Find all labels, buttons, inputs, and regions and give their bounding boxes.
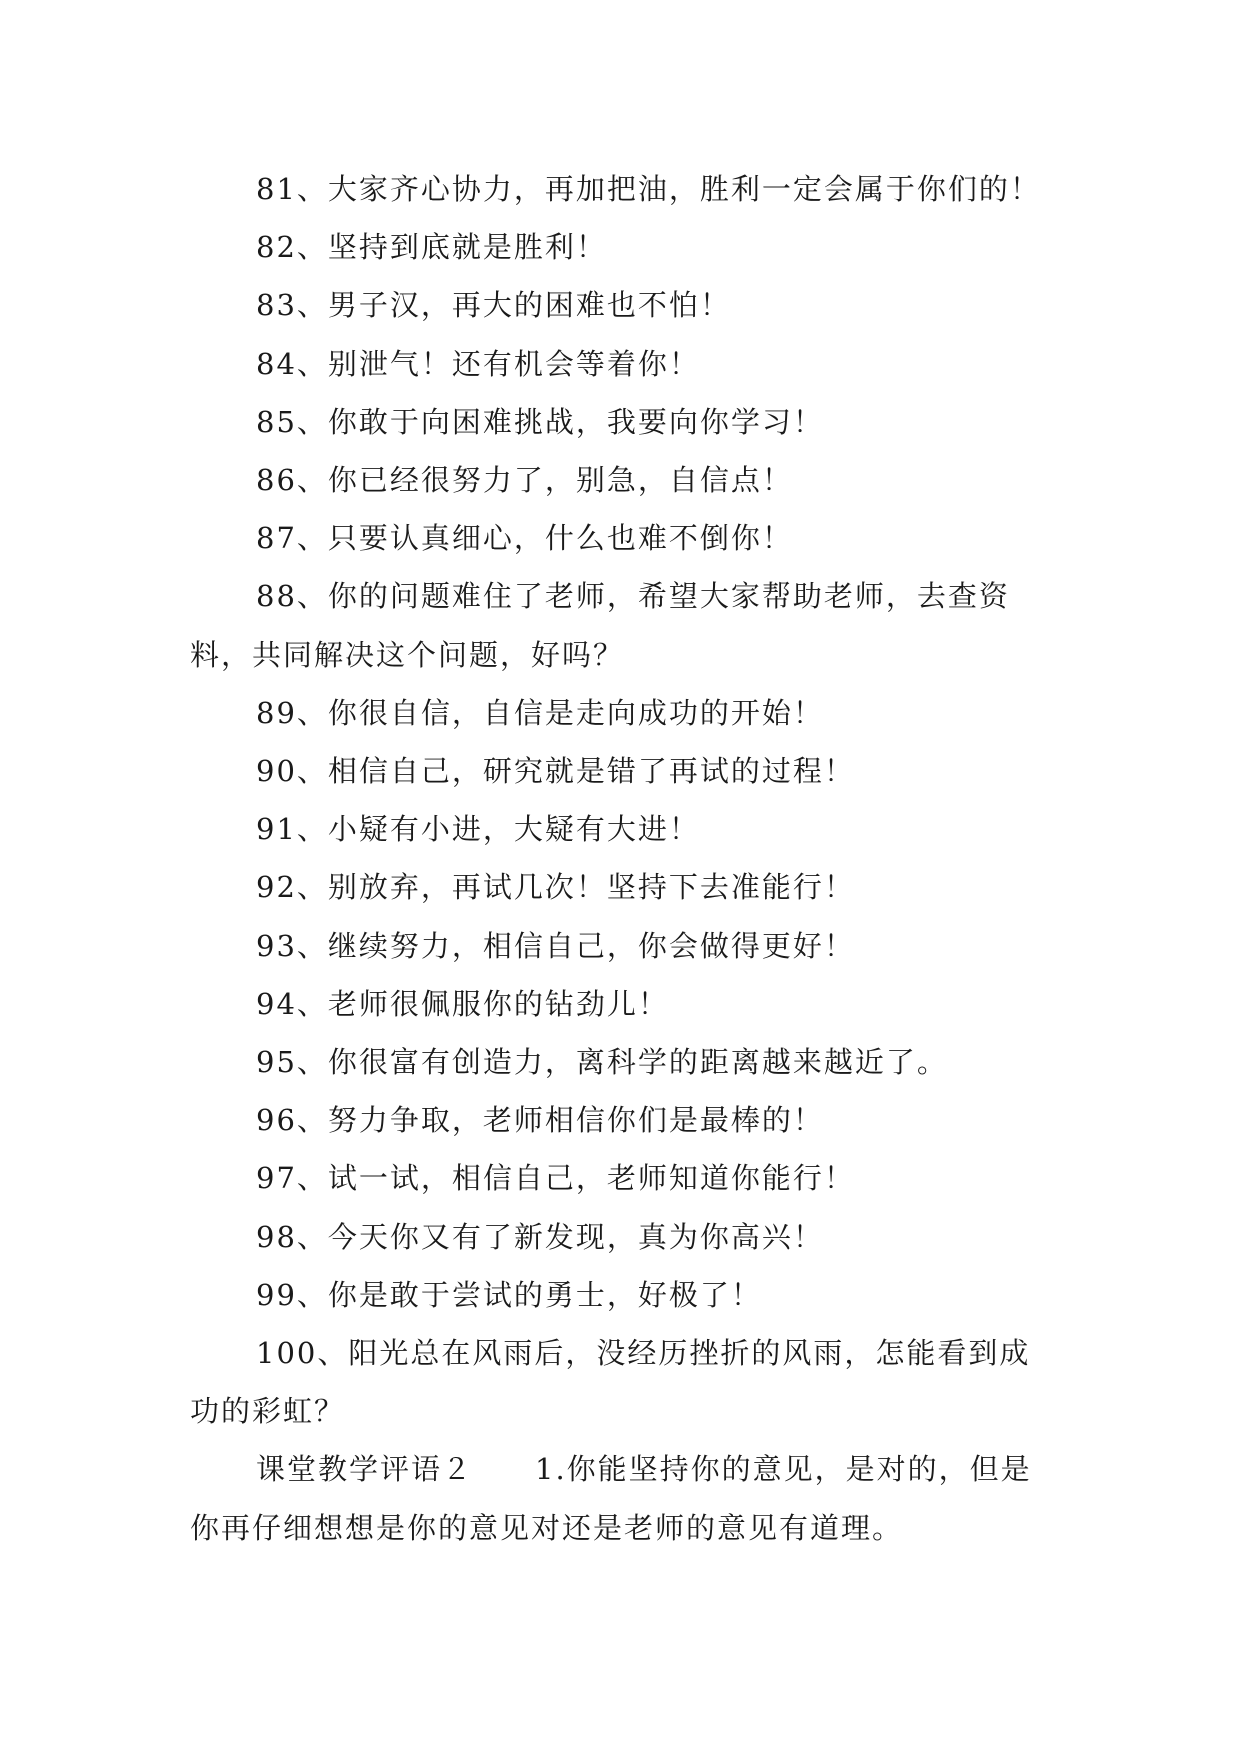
paragraph-97: 97、试一试，相信自己，老师知道你能行！	[256, 1161, 855, 1196]
paragraph-84: 84、别泄气！还有机会等着你！	[256, 346, 700, 381]
document-body	[190, 160, 1056, 1557]
paragraph-88: 88、你的问题难住了老师，希望大家帮助老师，去查资料，共同解决这个问题，好吗？	[190, 579, 1010, 672]
paragraph-section-2: 课堂教学评语２ 1.你能坚持你的意见，是对的，但是你再仔细想想是你的意见对还是老师的意见有道理。	[190, 1452, 1032, 1545]
paragraph-93: 93、继续努力，相信自己，你会做得更好！	[256, 928, 855, 963]
paragraph-87: 87、只要认真细心，什么也难不倒你！	[256, 521, 793, 556]
paragraph-98: 98、今天你又有了新发现，真为你高兴！	[256, 1219, 824, 1254]
paragraph-99: 99、你是敢于尝试的勇士，好极了！	[256, 1277, 762, 1312]
paragraph-81: 81、大家齐心协力，再加把油，胜利一定会属于你们的！	[256, 172, 1041, 206]
paragraph-96: 96、努力争取，老师相信你们是最棒的！	[256, 1103, 824, 1138]
paragraph-90: 90、相信自己，研究就是错了再试的过程！	[256, 754, 855, 789]
paragraph-86: 86、你已经很努力了，别急，自信点！	[256, 463, 793, 498]
paragraph-85: 85、你敢于向困难挑战，我要向你学习！	[256, 404, 824, 439]
paragraph-83: 83、男子汉，再大的困难也不怕！	[256, 288, 731, 323]
paragraph-91: 91、小疑有小进，大疑有大进！	[256, 812, 700, 847]
paragraph-89: 89、你很自信，自信是走向成功的开始！	[256, 695, 824, 730]
paragraph-100: 100、阳光总在风雨后，没经历挫折的风雨，怎能看到成功的彩虹？	[190, 1336, 1031, 1429]
paragraph-82: 82、坚持到底就是胜利！	[256, 230, 607, 265]
paragraph-95: 95、你很富有创造力，离科学的距离越来越近了。	[256, 1045, 948, 1080]
paragraph-94: 94、老师很佩服你的钻劲儿！	[256, 986, 669, 1021]
paragraph-92: 92、别放弃，再试几次！坚持下去准能行！	[256, 870, 855, 905]
